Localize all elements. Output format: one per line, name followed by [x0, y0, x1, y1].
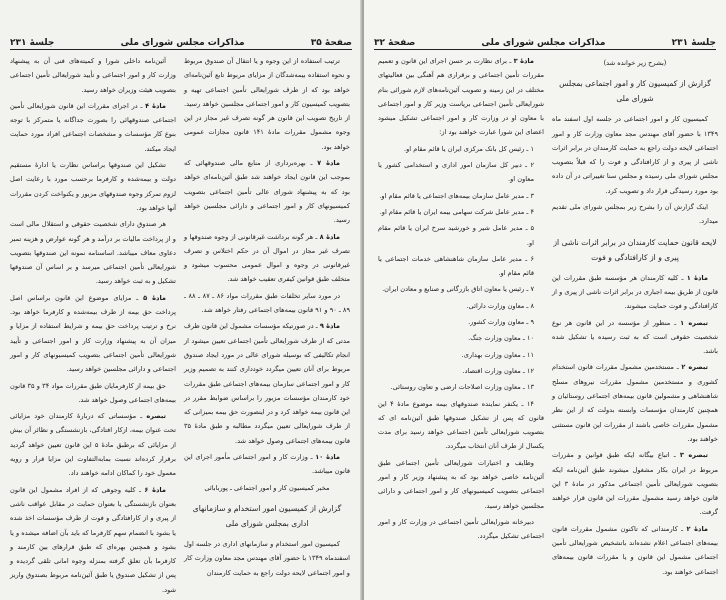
member-list-item: ۷ ـ رئیس یا معاون اتاق بازرگانی و صنایع و معادن ایران. [382, 285, 534, 294]
body-paragraph: ترتیب استفاده از این وجوه و یا انتقال آن صندوق مربوط و نحوه استفاده بیمه‌شدگان از مزایای مربوط تابع آئین‌نامه‌ای خواهد بود که از طرف شورایعالی تأمین اجتماعی تهیه و بتصویب کمیسیون کار و امور اجتماعی مجلسین خواهد رسید. از تاریخ تصویب این قانون هر گونه تصرف غیر مجاز در این وجوه مشمول مقررات مادهٔ ۱۴۱ قانون مجازات عمومی خواهد بود. [184, 57, 350, 151]
body-paragraph: هر صندوق دارای شخصیت حقوقی و استقلال مالی است و از پرداخت مالیات بر درآمد و هر گونه عوارض و هزینه تمبر دعاوی معاف میباشد. اساسنامه نمونه این صندوقها بتصویب شورایعالی تأمین اجتماعی میرسد و بر اساس آن صندوقها تشکیل و به ثبت خواهد رسید. [10, 220, 176, 286]
member-list-item: ۹ ـ معاون وزارت کشور. [468, 318, 534, 327]
session-number: جلسهٔ ۲۳۱ [10, 38, 55, 48]
article-label: مادهٔ ۴ [145, 101, 166, 110]
article-paragraph [378, 54, 544, 140]
member-list-item: ۳ ـ مدیر عامل سازمان بیمه‌های اجتماعی یا قائم مقام او. [379, 191, 534, 200]
article-text: ـ بهره‌برداری از منابع مالی صندوقهائی که بموجب این قانون ایجاد خواهند شد طبق آئین‌نامه‌ای خواهد بود که به پیشنهاد شورای عالی تأمین اجتماعی بتصویب کمیسیونهای کار و امور اجتماعی و دارائی مجلسین خواهد رسید. [184, 159, 350, 225]
member-list-item: ۸ ـ معاون وزارت دارائی. [466, 301, 534, 310]
body-paragraph: ۱۴ ـ یکنفر نماینده صندوقهای بیمه موضوع مادهٔ ۴ این قانون که پس از تشکیل صندوقها طبق آئین‌نامه ای که بتصویب شورایعالی تأمین اجتماعی خواهد رسید برای مدت یکسال از طرف آنان انتخاب میگردد. [378, 399, 544, 451]
article-paragraph [184, 230, 350, 287]
body-paragraph: دبیرخانه شورایعالی تأمین اجتماعی در وزارت کار و امور اجتماعی تشکیل میگردد. [378, 517, 544, 541]
article-text: ـ اتباع بیگانه ایکه طبق قوانین و مقررات مربوط در ایران بکار مشغول میشوند طبق آئین‌نامه ایکه بتصویب شورایعالی تأمین اجتماعی مذکور در مادهٔ ۳ این قانون خواهد رسید مشمول مقررات این قانون قرار خواهند گرفت. [552, 451, 718, 517]
article-text: ـ وزارت کار و امور اجتماعی مأمور اجرای این قانون میباشد. [184, 453, 350, 476]
left-page-header [10, 34, 352, 50]
right-page-header [374, 34, 716, 50]
left-page-column-left [10, 54, 176, 599]
section-title: گزارش از کمیسیون کار و امور اجتماعی بمجلس شورای ملی [559, 79, 711, 104]
article-label: مادهٔ ۵ [143, 293, 167, 302]
article-label: مادهٔ ۷ [317, 159, 340, 168]
article-text: ـ مؤسساتی که دربارهٔ کارمندان خود مزایائی تحت عنوان بیمه، ازکار افتادگی، بازنشستگی و نظائر آن بیش از مزایائی که برطبق مادهٔ ۵ این قانون تعیین خواهد گردید برقرار کرده‌اند نسبت بمابه‌التفاوت این مزایا قرار و رویه معمول خود را کماکان ادامه خواهند داد. [10, 412, 176, 478]
article-text: ـ مستخدمین مشمول مقررات قانون استخدام کشوری و مستخدمین مشمول مقررات نیروهای مسلح شاهنشاهی و مشمولین قانون بیمه‌های اجتماعی روستائیان و همچنین کارمندان مؤسسات وابسته بدولت که از این نظر مشمول مقررات خاصی باشند از مقررات این قانون مستثنی خواهند بود. [552, 363, 718, 443]
publication-title: مذاکرات مجلس شورای ملی [481, 38, 606, 48]
article-paragraph [184, 319, 350, 448]
body-paragraph: در مورد سایر تخلفات طبق مقررات مواد ۸۶ ـ ۸۷ ـ ۸۸ ـ ۸۹ ـ ۹۰ و ۹۱ قانون بیمه‌های اجتماعی رفتار خواهد شد. [184, 291, 350, 315]
article-text: ـ در اجرای مقررات این قانون شورایعالی تأمین اجتماعی صندوقهائی را بصورت جداگانه یا متمرکز با توجه بنوع کار مؤسسات و مشخصات اجتماعی افراد مورد حمایت ایجاد میکند. [10, 101, 176, 153]
member-list-item: ۵ ـ مدیر عامل شیر و خورشید سرخ ایران یا قائم مقام او. [378, 224, 534, 247]
article-text: ـ کلیه وجوهی که از افراد مشمول این قانون بعنوان بازنشستگی یا بعنوان حمایت در مقابل عواقب ناشی از پیری و از کارافتادگی و فوت از طرف مؤسسات اخذ شده یا بشود با انضمام سهم کارفرما که باید بآن اضافه میشده و یا بشود و همچنین بهره‌ای که طبق قرارهای بین کارمند و کارفرما بآن تعلق گرفته بمنزله وجوه امانی تلقی گردیده و پس از تشکیل صندوق یا طبق آئین‌نامه مربوط بصندوق واریز شود. [10, 485, 176, 594]
body-paragraph: کمیسیون امور استخدام و سازمانهای اداری در جلسه اول اسفندماه ۱۳۴۹ با حضور آقای مهندس مجد معاون وزارت کار و امور اجتماعی لایحه دولت راجع به حمایت کارمندان [184, 539, 350, 577]
article-text: ـ کلیه کارمندان هر مؤسسه طبق مقررات این قانون از طریق بیمه اجباری در برابر اثرات ناشی از پیری و از کارافتادگی و فوت حمایت میشوند. [551, 273, 718, 311]
article-paragraph [552, 271, 718, 314]
article-text: ـ برای نظارت بر حسن اجرای این قانون و تعمیم مقررات تأمین اجتماعی و برقراری هم آهنگی بین فعالیتهای مختلف در این زمینه و تصویب آئین‌نامه‌های لازم شورائی بنام شورایعالی تأمین اجتماعی بریاست وزیر کار و امور اجتماعی با معاون او در وزارت کار و امور اجتماعی تشکیل میشود اعضای این شورا عبارت خواهند بود از: [378, 57, 544, 137]
body-paragraph: کمیسیون کار و امور اجتماعی در جلسه اول اسفند ماه ۱۳۴۹ با حضور آقای مهندس مجد معاون وزارت کار و امور اجتماعی لایحه دولت راجع به حمایت کارمندان در برابر اثرات ناشی از پیری و از کارافتادگی و فوت را که قبلاً بتصویب مجلس شورای ملی رسیده و مجلس سنا تغییراتی در آن داده بود مورد رسیدگی قرار داد و تصویب کرد. [552, 115, 718, 195]
article-paragraph [552, 522, 718, 579]
left-page [0, 0, 362, 600]
reading-note: (بشرح زیر خوانده شد) [603, 59, 667, 67]
article-text: ـ مزایای موضوع این قانون براساس اصل پرداخت حق بیمه از طرف بیمه‌شده و کارفرما خواهد بود. نرخ و ترتیب پرداخت حق بیمه و شرایط استفاده از مزایا و میزان آن به پیشنهاد وزارت کار و امور اجتماعی و تأیید شورایعالی تأمین اجتماعی بتصویب کمیسیونهای کار و امور اجتماعی و دارائی مجلسین خواهد رسید. [10, 293, 176, 374]
page-number: صفحهٔ ۳۵ [310, 38, 352, 48]
body-paragraph: اینک گزارش آن را بشرح زیر بمجلس شورای ملی تقدیم میدارد. [552, 203, 718, 226]
article-paragraph [10, 99, 176, 156]
body-paragraph: حق بیمه از کارفرمایان طبق مقررات مواد ۳۴ و ۳۵ قانون بیمه‌های اجتماعی وصول خواهد شد. [10, 381, 176, 404]
body-paragraph: آئین‌نامه داخلی شورا و کمیته‌های فنی آن به پیشنهاد وزارت کار و امور اجتماعی و تأیید شورایعالی تأمین اجتماعی بتصویب هیئت وزیران خواهد رسید. [10, 57, 176, 94]
right-page-column-left [378, 54, 544, 546]
article-label: مادهٔ ۲ [686, 524, 708, 533]
article-text: ـ هر گونه برداشت غیرقانونی از وجوه صندوقها و تصرف غیر مجاز در اموال آن در حکم اختلاس و تصرف غیرقانونی در وجوه و اموال عمومی محسوب میشود و متخلف طبق قوانین کیفری تعقیب خواهد شد. [184, 232, 350, 284]
session-number: جلسهٔ ۲۳۱ [671, 38, 716, 48]
article-text: ـ در صورتیکه مؤسسات مشمول این قانون ظرف مدتی که از طرف شورایعالی تأمین اجتماعی تعیین میشود از انجام تکالیفی که بوسیله شورای عالی در مورد ایجاد صندوق مربوط برای آنان تعیین میگردد خودداری کنند به تصمیم وزیر کار و امور اجتماعی سازمان بیمه‌های اجتماعی طبق مقررات خود کارمندان مؤسسات مزبور را براساس ضوابط مقرر در این قانون بیمه خواهد کرد و در اینصورت حق بیمه بمیزانی که از طرف شورایعالی تعیین میگردد مطالبه و طبق مادهٔ ۳۵ قانون بیمه‌های اجتماعی وصول خواهد شد. [184, 322, 350, 445]
member-list-item: ۴ ـ مدیر عامل شرکت سهامی بیمه ایران یا قائم مقام او. [379, 207, 534, 216]
left-page-column-right [184, 54, 350, 582]
article-text: ـ کارمندانی که تاکنون مشمول مقررات قانون بیمه‌های اجتماعی اعلام نشده‌اند باتشخیص شورایعالی تأمین اجتماعی مشمول این قانون و یا مقررات قانون بیمه‌های اجتماعی خواهند بود. [552, 524, 718, 576]
body-paragraph: تشکیل این صندوقها براساس نظارت یا ادارهٔ مستقیم دولت و بیمه‌شده و کارفرما برحسب مورد با رعایت اصل لزوم تمرکز وجوه صندوقهای مزبور و یکنواخت کردن مقررات آنها خواهد بود. [10, 161, 176, 212]
member-list-item: ۱۰ ـ معاون وزارت جنگ. [468, 334, 534, 343]
article-label: تبصره [146, 412, 166, 421]
article-text: ـ منظور از مؤسسه در این قانون هر نوع شخصیت حقوقی است که به ثبت رسیده یا تشکیل شده باشد. [552, 318, 718, 356]
article-label: مادهٔ ۱۰ [315, 453, 340, 462]
article-paragraph [184, 450, 350, 479]
article-label: تبصره ۳ [679, 451, 708, 460]
article-paragraph [10, 409, 176, 480]
article-paragraph [552, 316, 718, 359]
article-paragraph [10, 483, 176, 597]
section-title: گزارش از کمیسیون امور استخدام و سازمانهای اداری بمجلس شورای ملی [192, 503, 342, 528]
article-label: مادهٔ ۹ [319, 322, 340, 331]
member-list-item: ۲ ـ دبیر کل سازمان امور اداری و استخدامی کشور یا معاون او. [378, 161, 534, 184]
article-label: مادهٔ ۶ [144, 485, 166, 494]
article-paragraph [10, 291, 176, 377]
member-list-item: ۱۲ ـ معاون وزارت اقتصاد. [462, 366, 534, 375]
member-list-item: ۱۳ ـ معاون وزارت اصلاحات ارضی و تعاون روستائی. [390, 383, 534, 392]
page-number: صفحهٔ ۳۲ [374, 38, 416, 48]
article-label: مادهٔ ۸ [319, 232, 340, 241]
article-paragraph [552, 448, 718, 519]
article-label: مادهٔ ۳ [513, 57, 534, 65]
signature-line: مخبر کمیسیون کار و امور اجتماعی ـ پوربابائی [204, 483, 330, 492]
right-page-column-right [552, 54, 718, 581]
article-paragraph [184, 156, 350, 227]
article-paragraph [552, 360, 718, 446]
right-page [364, 0, 726, 600]
article-label: مادهٔ ۱ [686, 273, 708, 282]
member-list-item: ۶ ـ مدیر عامل سازمان شاهنشاهی خدمات اجتماعی یا قائم مقام او. [378, 254, 534, 278]
member-list-item: ۱۱ ـ معاون وزارت بهداری. [461, 350, 534, 359]
article-label: تبصره ۲ [681, 363, 708, 372]
article-label: تبصره ۱ [680, 318, 708, 327]
body-paragraph: وظایف و اختیارات شورایعالی تأمین اجتماعی طبق آئین‌نامه خاصی خواهد بود که به پیشنهاد وزیر کار و امور اجتماعی بتصویب کمیسیونهای کار و امور اجتماعی و دارائی مجلسین خواهد رسید. [378, 458, 544, 510]
section-title: لایحه قانون حمایت کارمندان در برابر اثرات ناشی از پیری و از کارافتادگی و فوت [553, 237, 717, 262]
member-list-item: ۱ ـ رئیس کل بانک مرکزی ایران یا قائم مقام او. [404, 144, 534, 153]
publication-title: مذاکرات مجلس شورای ملی [120, 38, 245, 48]
